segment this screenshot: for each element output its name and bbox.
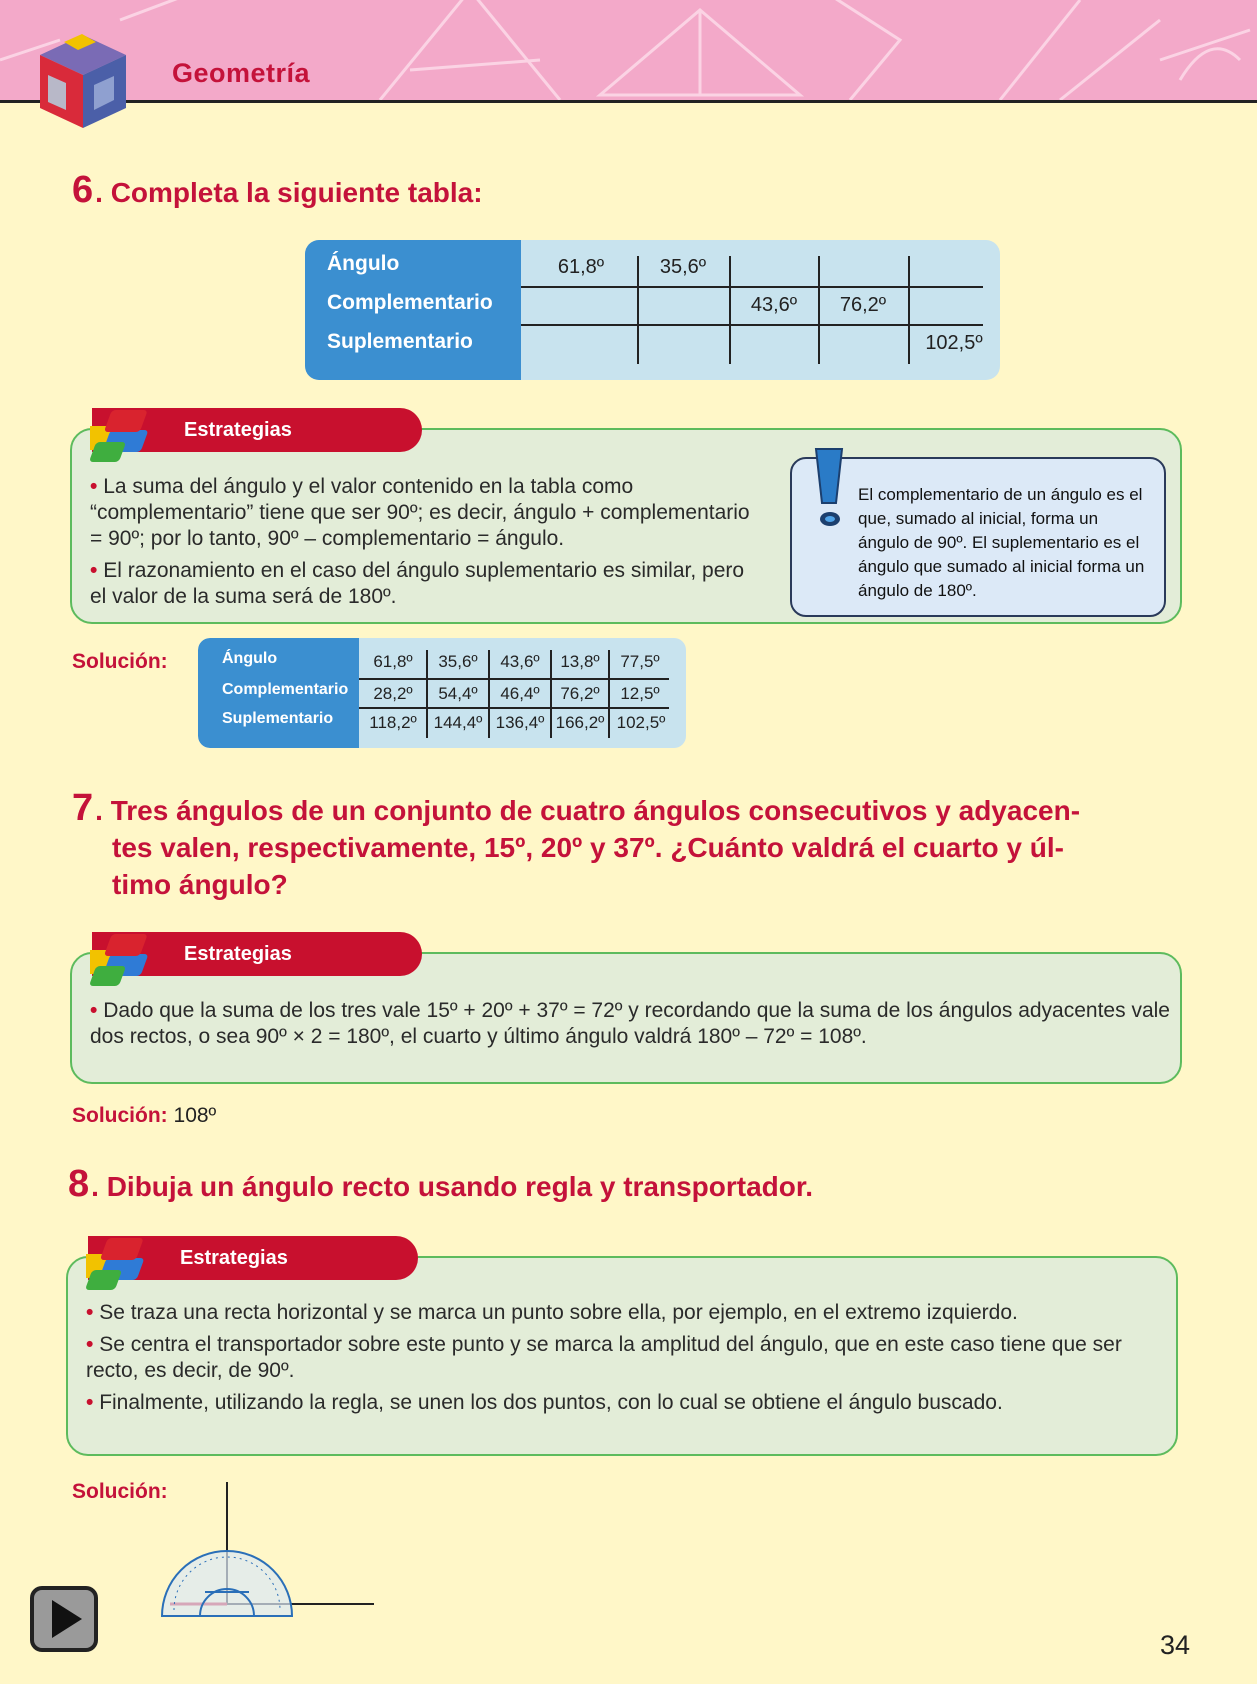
strategy-text xyxy=(90,474,750,616)
solution-label: Solución: xyxy=(72,1104,168,1127)
table-cell: 46,4º xyxy=(500,684,540,703)
row-header-complementario: Complementario xyxy=(222,681,349,698)
table-row-headers xyxy=(305,240,521,380)
strategy-bullet: • Finalmente, utilizando la regla, se unen los dos puntos, con lo cual se obtiene el ángulo buscado. xyxy=(86,1391,1003,1414)
bullet-text: Dado que la suma de los tres vale 15º + 20º + 37º = 72º y recordando que la suma de los ángulos adyacentes vale dos rectos, o sea 90º × 2 = 180º, el cuarto y último ángulo valdrá 180º – 72º = 108º. xyxy=(90,999,1170,1048)
table-cell: 102,5º xyxy=(925,332,983,354)
table-cell: 102,5º xyxy=(616,713,666,732)
row-header-suplementario: Suplementario xyxy=(327,330,473,353)
table-divider xyxy=(359,678,669,680)
solution-label: Solución: xyxy=(72,650,168,673)
table-cell: 144,4º xyxy=(433,713,483,732)
bullet-text: La suma del ángulo y el valor contenido en la tabla como “complementario” tiene que ser 90º; es decir, ángulo + complementario = 90º; por lo tanto, 90º – complementario = ángulo. xyxy=(90,475,750,550)
bullet-text: Se traza una recta horizontal y se marca un punto sobre ella, por ejemplo, en el extremo izquierdo. xyxy=(99,1301,1018,1324)
header-rule xyxy=(0,100,1257,103)
bullet-text: Finalmente, utilizando la regla, se unen los dos puntos, con lo cual se obtiene el ángulo buscado. xyxy=(99,1391,1003,1414)
exercise-number: 7 xyxy=(72,787,94,829)
table-cell: 77,5º xyxy=(620,652,660,671)
strategy-bullet: • La suma del ángulo y el valor contenido en la tabla como “complementario” tiene que ser 90º; es decir, ángulo + complementario = 90º; por lo tanto, 90º – complementario = ángulo. xyxy=(90,475,750,550)
exercise-8-title: 8. Dibuja un ángulo recto usando regla y transportador. xyxy=(68,1163,814,1205)
strategy-bullet: • Dado que la suma de los tres vale 15º + 20º + 37º = 72º y recordando que la suma de los ángulos adyacentes vale dos rectos, o sea 90º × 2 = 180º, el cuarto y último ángulo valdrá 180º – 72º = 108º. xyxy=(90,999,1170,1048)
puzzle-icon xyxy=(86,1232,176,1294)
table-cell: 76,2º xyxy=(560,684,600,703)
strategy-tab: Estrategias xyxy=(88,1236,418,1280)
table-cell: 54,4º xyxy=(438,684,478,703)
strategy-bullet: • Se centra el transportador sobre este punto y se marca la amplitud del ángulo, que en este caso tiene que ser recto, es decir, de 90º. xyxy=(86,1333,1122,1382)
table-cell: 76,2º xyxy=(839,294,887,316)
exercise-number: 6 xyxy=(72,169,94,211)
bullet-text: Se centra el transportador sobre este punto y se marca la amplitud del ángulo, que en este caso tiene que ser recto, es decir, de 90º. xyxy=(86,1333,1122,1382)
table-cell: 28,2º xyxy=(373,684,413,703)
table-divider xyxy=(521,286,983,288)
table-cell: 13,8º xyxy=(560,652,600,671)
table-cell: 118,2º xyxy=(369,713,417,732)
section-title: Geometría xyxy=(172,58,311,88)
puzzle-icon xyxy=(90,404,180,466)
geometry-cube-logo xyxy=(34,30,132,132)
solution-label: Solución: xyxy=(72,1480,168,1503)
exercise-title-text: Dibuja un ángulo recto usando regla y transportador. xyxy=(106,1171,814,1202)
table-cell: 43,6º xyxy=(500,652,540,671)
row-header-suplementario: Suplementario xyxy=(222,710,334,727)
right-angle-protractor-drawing xyxy=(150,1480,380,1650)
table-divider xyxy=(521,324,983,326)
strategy-text xyxy=(86,1300,1166,1422)
row-header-angulo: Ángulo xyxy=(327,252,400,275)
solution-value: 108º xyxy=(173,1104,217,1127)
table-cell: 136,4º xyxy=(495,713,545,732)
exercise-title-text: timo ángulo? xyxy=(112,869,288,900)
exercise-title-text: Completa la siguiente tabla: xyxy=(110,177,483,208)
table-cell: 35,6º xyxy=(438,652,478,671)
strategy-bullet: • El razonamiento en el caso del ángulo suplementario es similar, pero el valor de la suma será de 180º. xyxy=(90,559,745,608)
exercise-number: 8 xyxy=(68,1163,90,1205)
table-row-headers xyxy=(198,638,359,748)
note-text: El complementario de un ángulo es el que, sumado al inicial, forma un ángulo de 90º. El suplementario es el ángulo que sumado al inicial forma un ángulo de 180º. xyxy=(858,485,1145,600)
table-cell: 43,6º xyxy=(750,294,798,316)
strategy-text xyxy=(90,998,1170,1056)
strategy-tab: Estrategias xyxy=(92,932,422,976)
exclamation-icon xyxy=(810,445,846,531)
page-number: 34 xyxy=(1160,1630,1191,1660)
exercise-title-text: tes valen, respectivamente, 15º, 20º y 37º. ¿Cuánto valdrá el cuarto y úl- xyxy=(112,832,1064,863)
row-header-complementario: Complementario xyxy=(327,291,493,314)
definition-note xyxy=(790,457,1166,617)
exercise-title-text: Tres ángulos de un conjunto de cuatro ángulos consecutivos y adyacen- xyxy=(110,795,1081,826)
solution-line xyxy=(72,1104,216,1128)
exercise-6-title: 6. Completa la siguiente tabla: xyxy=(72,169,483,211)
bullet-text: El razonamiento en el caso del ángulo suplementario es similar, pero el valor de la suma será de 180º. xyxy=(90,559,745,608)
table-cell: 61,8º xyxy=(373,652,413,671)
table-cell: 61,8º xyxy=(557,256,605,278)
table-cell: 35,6º xyxy=(659,256,707,278)
exercise-6-table xyxy=(305,240,1000,380)
row-header-angulo: Ángulo xyxy=(222,650,278,667)
strategy-tab: Estrategias xyxy=(92,408,422,452)
solution-table xyxy=(198,638,686,748)
strategy-bullet: • Se traza una recta horizontal y se marca un punto sobre ella, por ejemplo, en el extremo izquierdo. xyxy=(86,1301,1018,1324)
puzzle-icon xyxy=(90,928,180,990)
table-cell: 12,5º xyxy=(620,684,660,703)
table-divider xyxy=(359,707,669,709)
table-cell: 166,2º xyxy=(555,713,605,732)
play-button[interactable] xyxy=(30,1586,98,1652)
exercise-7-title: 7. Tres ángulos de un conjunto de cuatro ángulos consecutivos y adyacen- tes valen, respectivamente, 15º, 20º y 37º. ¿Cuánto valdrá el cuarto y úl- timo ángulo? xyxy=(72,790,1192,903)
